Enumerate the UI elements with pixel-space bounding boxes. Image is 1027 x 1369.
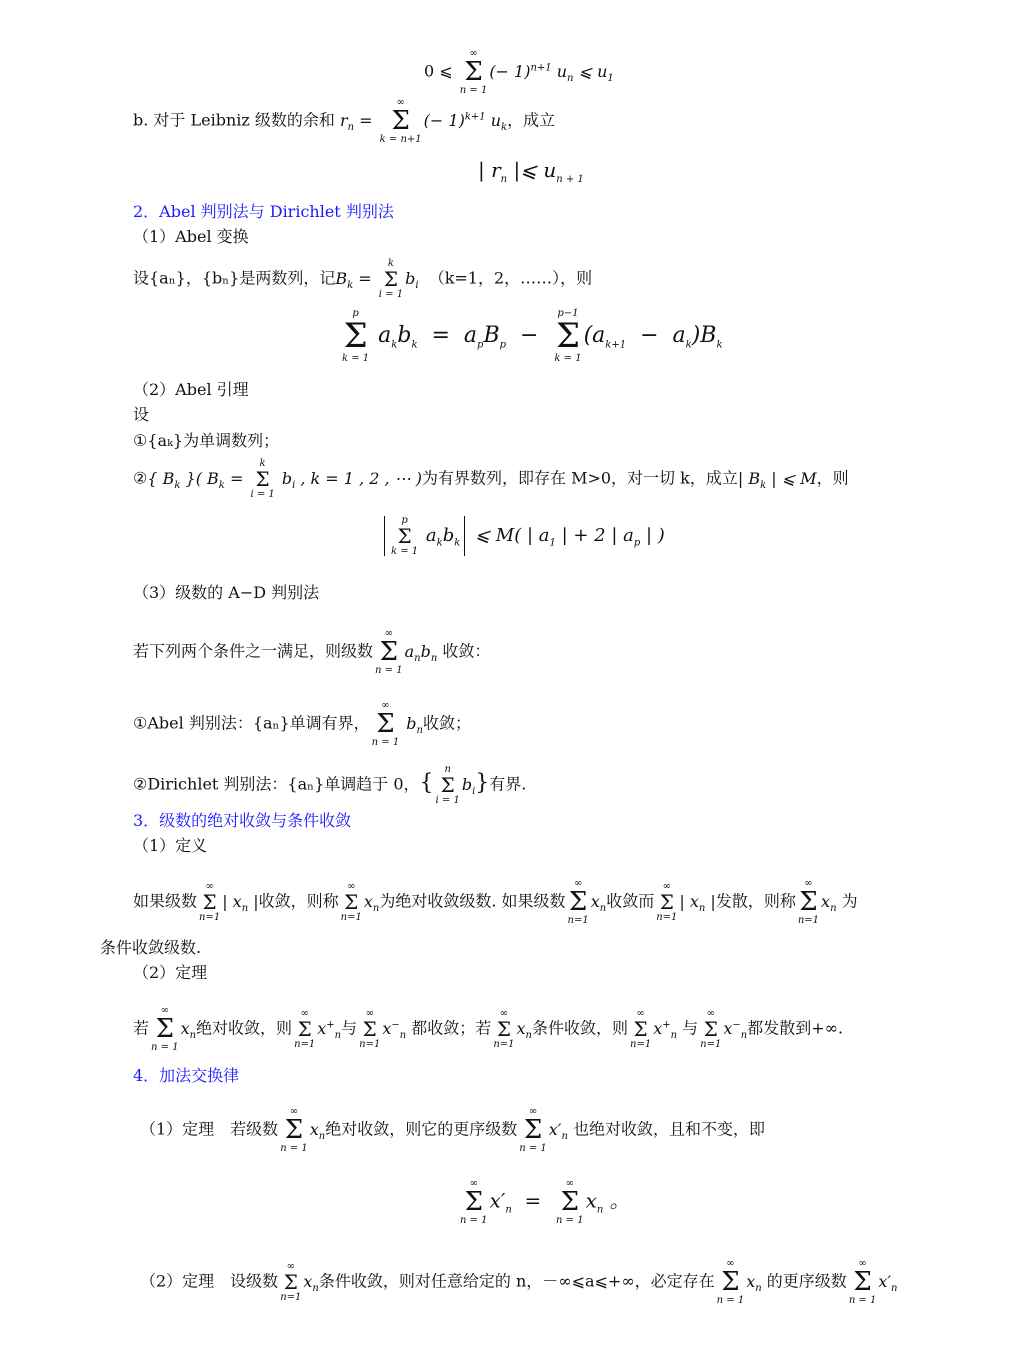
- th-g: 都发散到+∞.: [747, 1018, 844, 1038]
- formula-leibniz-bound: 0 ⩽ ∞ Σ n = 1 (− 1)$^{n+1}$ $u_n$ ⩽ $u_1$: [424, 48, 614, 96]
- section-heading-4: 4．加法交换律: [133, 1066, 240, 1085]
- section-heading-3: 3．级数的绝对收敛与条件收敛: [133, 811, 352, 830]
- def-f: 为: [841, 891, 858, 911]
- def-c: 为绝对收敛级数. 如果级数: [379, 891, 566, 911]
- lemma-condition-2: ②{ $B_k$ }( $B_k$ = k Σ i = 1 $b_i$ , k = 1 , 2 , ⋯ )为有界数列，即存在 M>0，对一切 k，成立| $B_k$ | ⩽ M，则: [133, 458, 849, 500]
- formula-rearrangement-equal: ∞ Σ n = 1 $x'_n$ = ∞ Σ n = 1 $x_n$ 。: [460, 1178, 630, 1226]
- def-b: 收敛，则称: [258, 891, 339, 911]
- subsection-theorem: （2）定理: [133, 963, 208, 982]
- subsection-definition: （1）定义: [133, 836, 208, 855]
- dir-test-prefix: ②Dirichlet 判别法：{aₙ}单调趋于 0，: [133, 774, 420, 794]
- cond2-prefix: ②: [133, 468, 148, 488]
- t41-b: 绝对收敛，则它的更序级数: [325, 1119, 518, 1139]
- abel-transform-def: 设{aₙ}，{bₙ}是两数列，记$B_k$ = k Σ i = 1 $b_i$ （k=1，2，……），则: [133, 258, 593, 300]
- theorem-rearrangement-2: （2）定理 设级数 ∞ Σ n=1 $x_n$条件收敛，则对任意给定的 n，－∞⩽a⩽+∞，必定存在 ∞ Σ n = 1 $x_n$ 的更序级数 ∞ Σ n = 1 $x'_n$: [140, 1258, 898, 1306]
- ad-prefix: 若下列两个条件之一满足，则级数: [133, 641, 374, 661]
- lemma-condition-1: ①{aₖ}为单调数列；: [133, 431, 280, 450]
- theorem-rearrangement-1: （1）定理 若级数 ∞ Σ n = 1 $x_n$绝对收敛，则它的更序级数 ∞ Σ n = 1 $x'_n$ 也绝对收敛，且和不变，即: [140, 1106, 765, 1154]
- ad-test-intro: 若下列两个条件之一满足，则级数 ∞ Σ n = 1 $a_nb_n$ 收敛：: [133, 628, 491, 676]
- th-e: 条件收敛，则: [531, 1018, 628, 1038]
- leibniz-remainder-suffix: ，成立: [507, 110, 556, 130]
- abel-test-suffix: 收敛；: [422, 713, 471, 733]
- definition-line-2: 条件收敛级数.: [100, 938, 202, 957]
- t41-c: 也绝对收敛，且和不变，即: [572, 1119, 765, 1139]
- dirichlet-test: ②Dirichlet 判别法：{aₙ}单调趋于 0，{ n Σ i = 1 $b_i$}有界.: [133, 764, 527, 806]
- formula-remainder-bound: | $r_n$ |⩽ $u_{n + 1}$: [478, 158, 584, 185]
- subsection-abel-lemma: （2）Abel 引理: [133, 380, 249, 399]
- dir-test-suffix: 有界.: [489, 774, 527, 794]
- cond2-suffix: ，则: [816, 468, 849, 488]
- abel-def-prefix: 设{aₙ}，{bₙ}是两数列，记: [133, 268, 336, 288]
- theorem-line: 若 ∞ Σ n = 1 $x_n$绝对收敛，则 ∞ Σ n=1 $x^+_n$与 ∞ Σ n=1 $x^-_n$ 都收敛；若 ∞ Σ n=1 $x_n$条件收敛，则 ∞ Σ n=1 $x^+_n$ 与 ∞ Σ n=1 $x^-_n$都发散到+∞.: [133, 1005, 844, 1053]
- definition-line: 如果级数 ∞ Σ n=1 | $x_n$ |收敛，则称 ∞ Σ n=1 $x_n$为绝对收敛级数. 如果级数 ∞ Σ n=1 $x_n$收敛而 ∞ Σ n=1 | $x_n$ |发散，则称 ∞ Σ n=1 $x_n$ 为: [133, 878, 858, 926]
- formula-abel-transform: p Σ k = 1 $a_kb_k = a_pB_p$ − p−1 Σ k = 1 $(a_{k+1} - a_k)B_k$: [342, 308, 723, 364]
- leibniz-remainder-prefix: b. 对于 Leibniz 级数的余和: [133, 110, 335, 130]
- subsection-ad-test: （3）级数的 A−D 判别法: [133, 583, 320, 602]
- t41-a: （1）定理 若级数: [140, 1119, 279, 1139]
- ad-suffix: 收敛：: [442, 641, 491, 661]
- def-a: 如果级数: [133, 891, 198, 911]
- abel-test-prefix: ①Abel 判别法：{aₙ}单调有界，: [133, 713, 370, 733]
- th-a: 若: [133, 1018, 150, 1038]
- th-c: 与: [341, 1018, 358, 1038]
- formula-abel-lemma: p Σ k = 1 $a_kb_k$ ⩽ M( | $a_1$ | + 2 | $a_p$ | ): [380, 515, 665, 557]
- section-heading-2: 2．Abel 判别法与 Dirichlet 判别法: [133, 202, 394, 221]
- t42-c: 的更序级数: [766, 1271, 847, 1291]
- abel-test: ①Abel 判别法：{aₙ}单调有界， ∞ Σ n = 1 $b_n$收敛；: [133, 700, 471, 748]
- def-e: 发散，则称: [715, 891, 796, 911]
- th-f: 与: [682, 1018, 699, 1038]
- t42-a: （2）定理 设级数: [140, 1271, 279, 1291]
- cond2-mid: 为有界数列，即存在 M>0，对一切 k，成立: [422, 468, 738, 488]
- def-d: 收敛而: [606, 891, 655, 911]
- leibniz-remainder-line: b. 对于 Leibniz 级数的余和 $r_n$ = ∞ Σ k = n+1 (− 1)$^{k+1}$ $u_k$，成立: [133, 97, 556, 145]
- th-b: 绝对收敛，则: [196, 1018, 293, 1038]
- lemma-let: 设: [133, 405, 150, 424]
- th-d: 都收敛；若: [411, 1018, 492, 1038]
- abel-def-suffix: （k=1，2，……），则: [428, 268, 593, 288]
- subsection-abel-transform: （1）Abel 变换: [133, 227, 249, 246]
- t42-b: 条件收敛，则对任意给定的 n，－∞⩽a⩽+∞，必定存在: [318, 1271, 715, 1291]
